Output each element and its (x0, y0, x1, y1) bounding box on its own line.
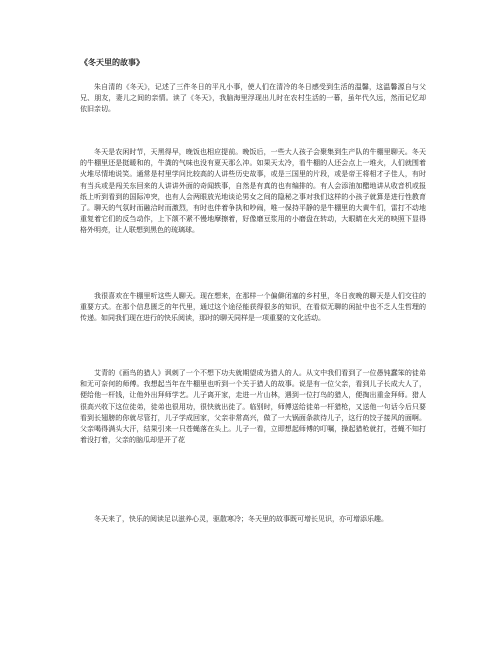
paragraph-5: 冬天来了，快乐的阅读足以滋养心灵，驱散寒冷；冬天里的故事既可增长见识，亦可增添乐趣。 (94, 515, 388, 523)
paragraph-3: 我很喜欢在牛棚里听这些人聊天。现在想来，在那样一个偏僻闭塞的乡村里，冬日夜晚的聊天是人们交往的重要方式。在那个信息匮乏的年代里，通过这个途径能获得很多的知识，在看似无聊的闲扯中也不乏人生哲理的传递。如同我们现在进行的快乐阅读，那时的聊天同样是一项重要的文化活动。 (80, 292, 426, 323)
paragraph-4: 艾青的《画鸟的猎人》讽刺了一个不想下功夫就期望成为猎人的人。从文中我们看到了一位愚钝蠢笨的徒弟和无可奈何的师傅。我想起当年在牛棚里也听到一个关于猎人的故事。说是有一位父亲，看到儿子长成大人了，便给他一杆钱，让他外出拜师学艺。儿子离开家，走进一片山林，遇到一位打鸟的猎人，便掏出重金拜师。猎人很高兴收下这位徒弟，徒弟也很用功，很快就出徒了。临别时，师傅送给徒弟一杆猎枪，又送他一句话今后只要看到长翅膀的你就尽管打，儿子学成回家，父亲非常高兴，做了一大锅面条款待儿子，这行的饺子接风的面啊。父亲喝得满头大汗，结果引来一只苍蝇落在头上。儿子一看，立即想起师傅的叮嘱，操起猎枪就打，苍蝇不知打着没打着，父亲的脑瓜却是开了花 (80, 369, 426, 445)
paragraph-1: 朱自清的《冬天》，记述了三件冬日的平凡小事，使人们在清冷的冬日感受到生活的温馨，这温馨源自与父兄、朋友，妻儿之间的亲情。读了《冬天》，我脑海里浮现出儿时在农村生活的一幕，虽年代久远，然而记忆却依旧亲切。 (80, 83, 426, 114)
paragraph-2: 冬天是农闲时节，天黑得早，晚饭也相应提前。晚饭后，一些大人孩子会聚集到生产队的牛棚里聊天。冬天的牛棚里还是挺暖和的，牛粪的气味也没有夏天那么冲。如果天太冷，看牛棚的人还会点上一堆火，人们就围着火堆尽情地说笑。通常是村里学问比较高的人讲些历史故事，或是三国里的片段，或是帝王将相才子佳人，有时有当兵或是闯关东回来的人讲讲外面的奇闻轶事，自然是有真的也有编排的。有人会添油加醋地讲从收音机或报纸上听到看到的国际冲突，也有人会两眼放光地谈论男女之间的隐秘之事对我们这样的小孩子就算是进行性教育了。聊天的气氛时而融洽时而激烈，有时也伴着争执和吵闹，唯一保持平静的是牛棚里的大黄牛们，雷打不动地重复着它们的反刍动作，上下颌不紧不慢地摩擦着，好像磨豆浆用的小磨盘在转动，大眼睛在火光的映照下显得格外明亮，让人联想到黑色的琉璃球。 (80, 148, 426, 235)
document-title: 《冬天里的故事》 (80, 57, 144, 67)
